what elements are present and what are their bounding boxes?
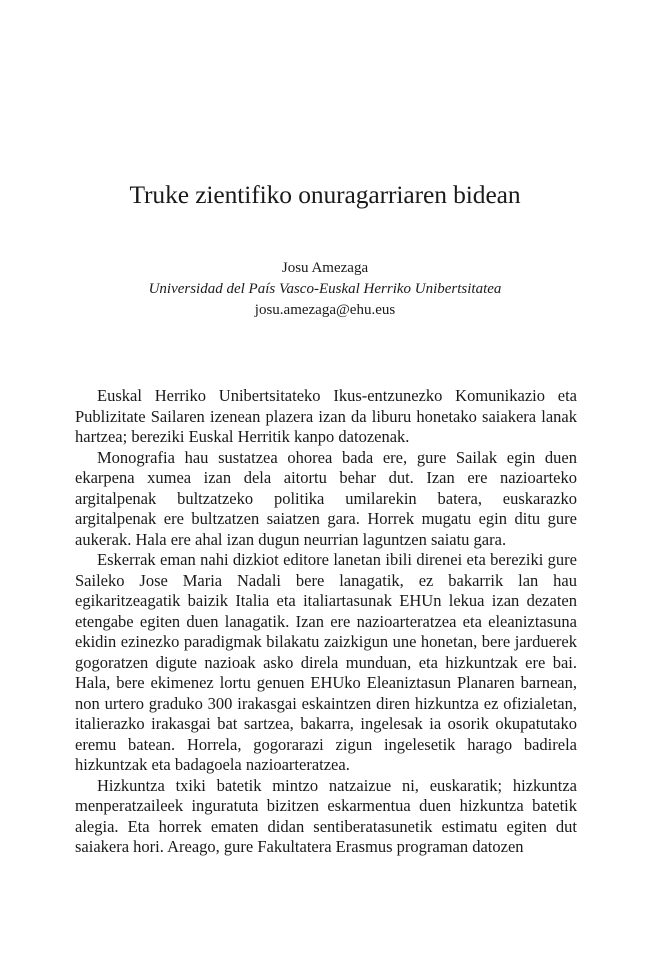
body-paragraph: Hizkuntza txiki batetik mintzo natzaizue ni, euskaratik; hizkuntza menperatzaileek inguratuta bizitzen eskarmentua duen hizkuntza batetik alegia. Eta horrek ematen didan sentiberatasunetik estimatu egiten dut saiakera hori. Areago, gure Fakultatera Erasmus programan datozen	[75, 775, 577, 856]
body-paragraph: Eskerrak eman nahi dizkiot editore lanetan ibili direnei eta bereziki gure Saileko Jose Maria Nadali bere lanagatik, ez bakarrik lan hau egikaritzeagatik baizik Italia eta italiartasunak EHUn lekua izan dezaten etengabe egiten duen lanagatik. Izan ere nazioarteratzea eta eleaniztasuna ekidin ezinezko paradigmak bilakatu zaizkigun une honetan, bere jarduerek gogoratzen digute nazioak asko direla munduan, eta hizkuntzak ere bai. Hala, bere ekimenez lortu genuen EHUko Eleaniztasun Planaren barnean, non urtero graduko 300 irakasgai eskaintzen diren hizkuntza ez ofizialetan, italierazko irakasgai bat sartzea, bakarra, ingelesak ia osorik okupatutako eremu batean. Horrela, gogorarazi zigun ingelesetik harago badirela hizkuntzak eta badagoela nazioarteratzea.	[75, 550, 577, 774]
article-title: Truke zientifiko onuragarriaren bidean	[129, 180, 521, 209]
author-block	[0, 258, 650, 321]
body-paragraph: Euskal Herriko Unibertsitateko Ikus-entzunezko Komunikazio eta Publizitate Sailaren izenean plazera izan da liburu honetako saiakera lanak hartzea; bereziki Euskal Herritik kanpo datozenak.	[75, 386, 577, 446]
author-email: josu.amezaga@ehu.eus	[254, 302, 396, 318]
body-paragraph: Monografia hau sustatzea ohorea bada ere, gure Sailak egin duen ekarpena xumea izan dela aitortu behar dut. Izan ere nazioarteko argitalpenak bultzatzeko politika umilarekin batera, euskarazko argitalpenak ere bultzatzen saiatzen gara. Horrek mugatu egin ditu gure aukerak. Hala ere ahal izan dugun neurrian laguntzen saiatu gara.	[75, 447, 577, 549]
article-body	[75, 386, 577, 858]
author-affiliation: Universidad del País Vasco-Euskal Herriko Unibertsitatea	[148, 281, 502, 297]
author-name: Josu Amezaga	[281, 260, 369, 276]
